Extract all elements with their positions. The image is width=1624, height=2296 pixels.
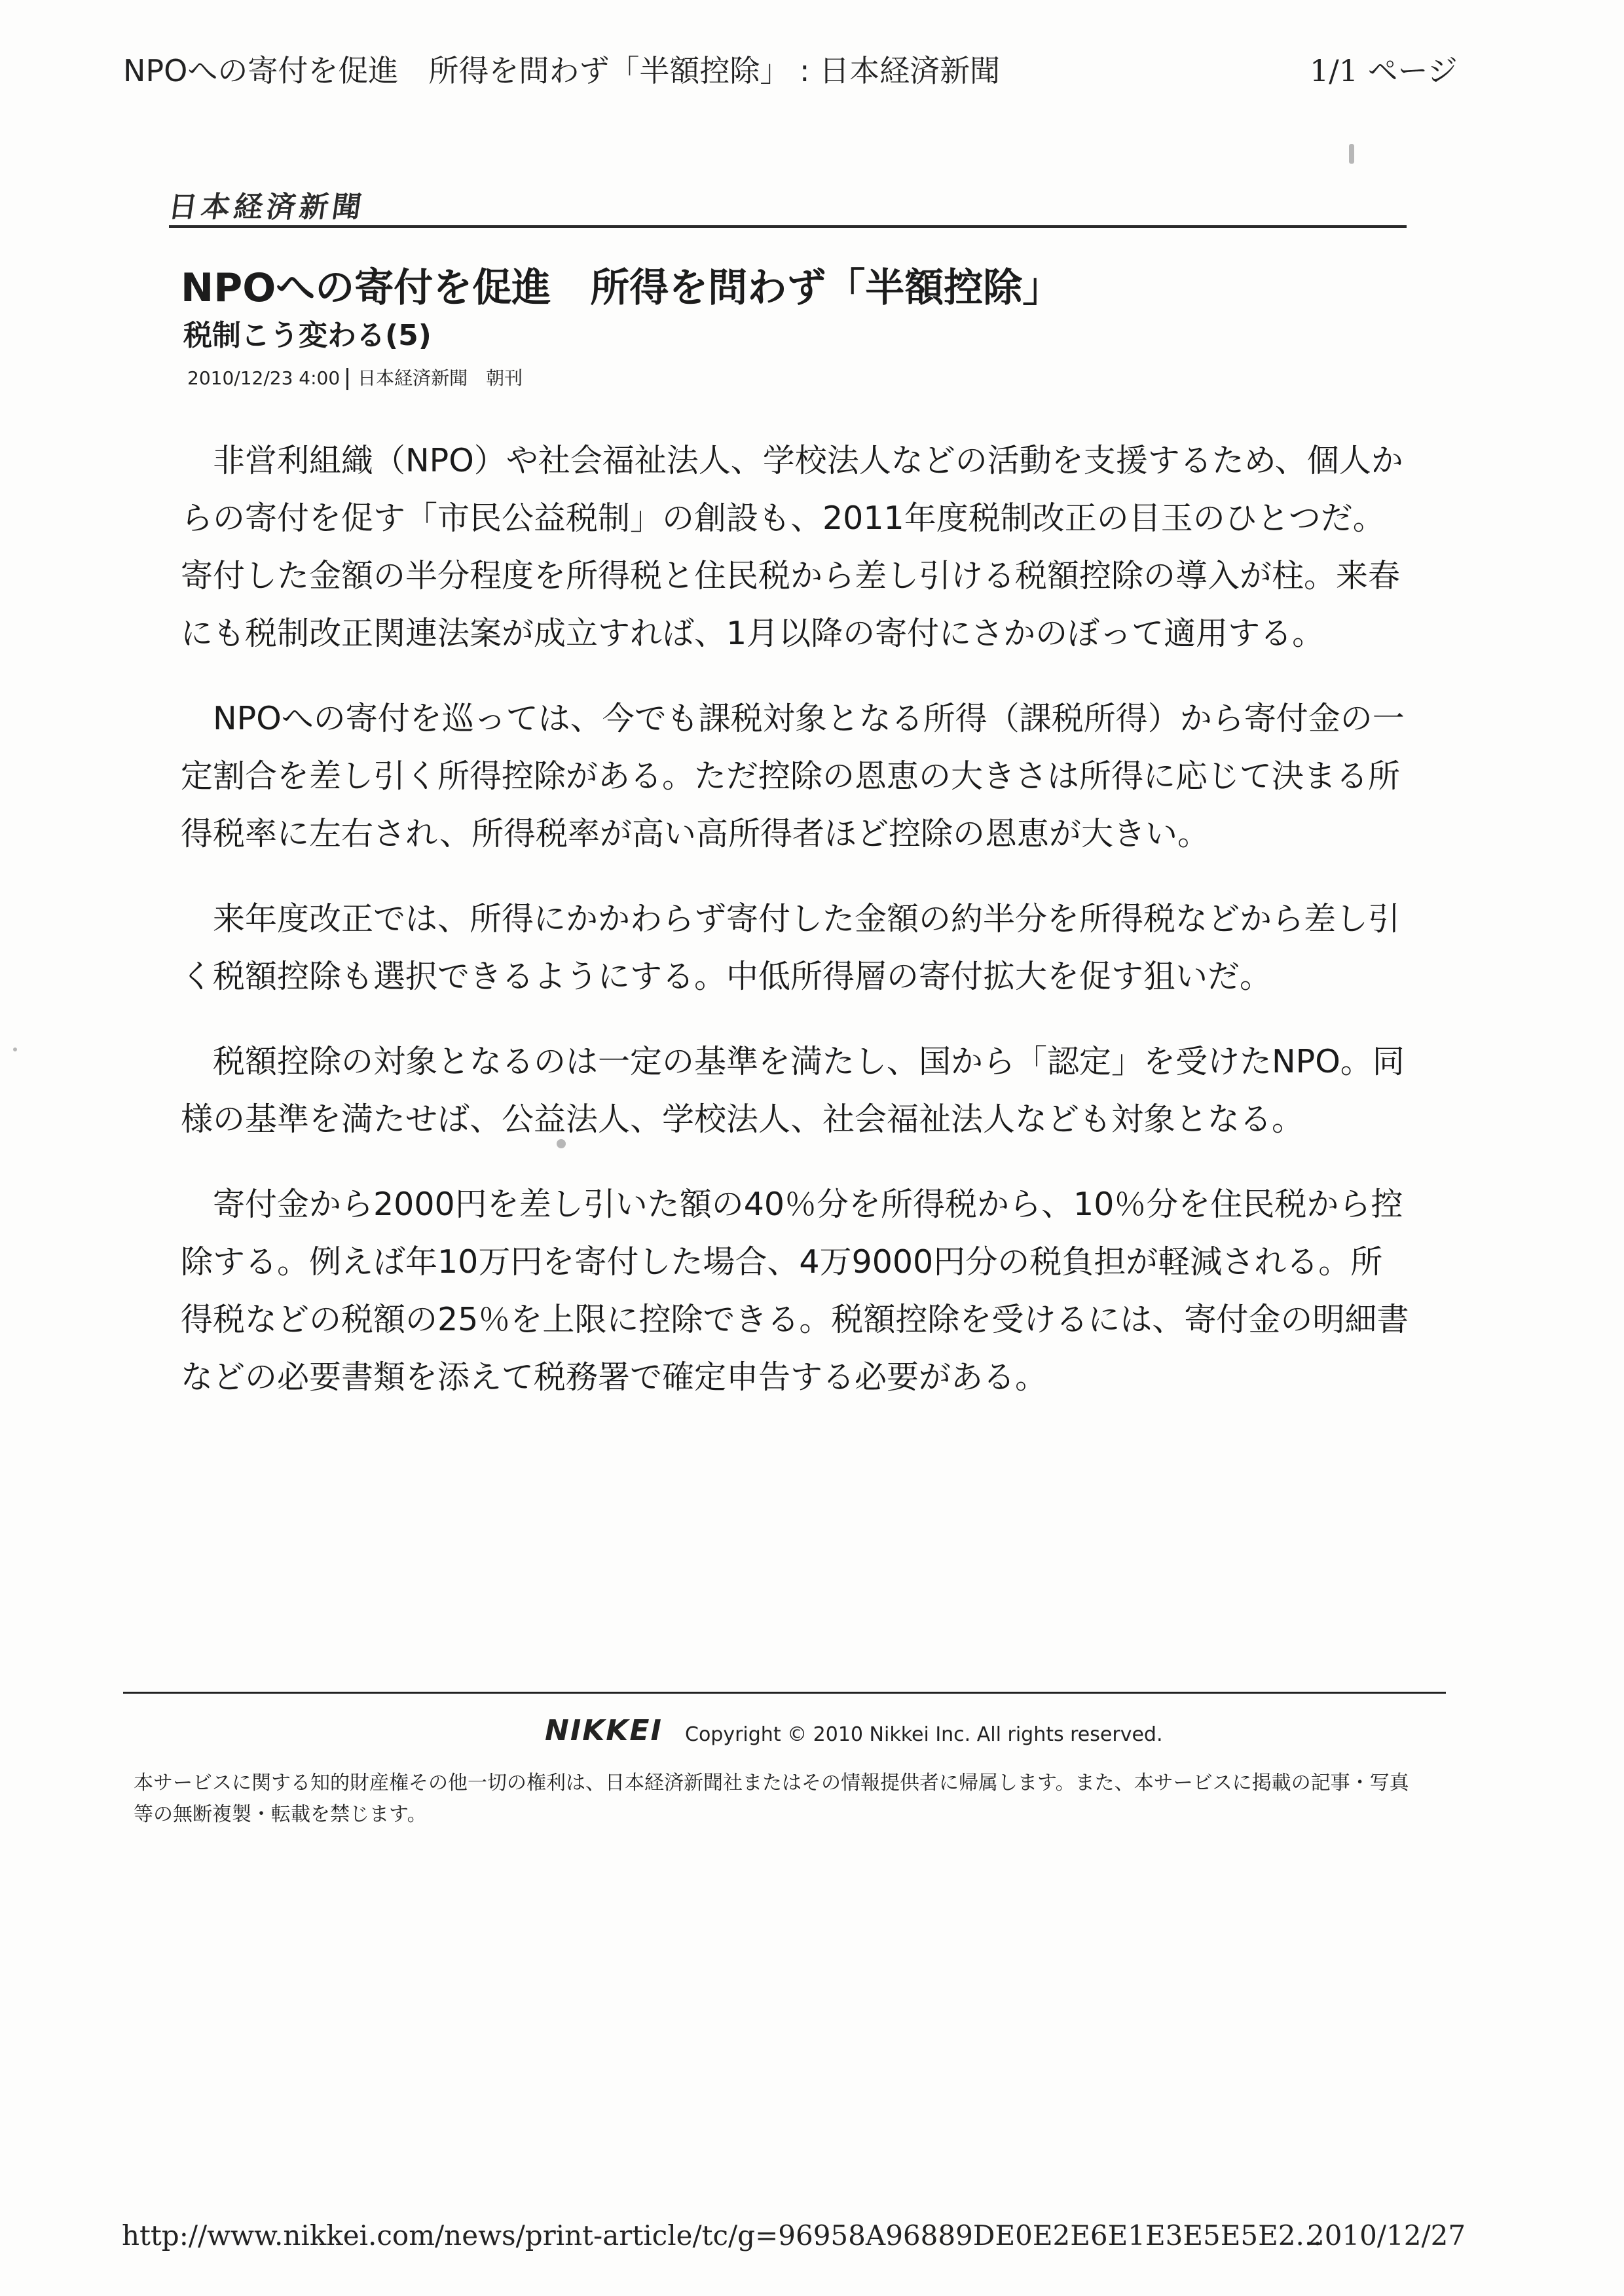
nikkei-masthead-logo: 日本経済新聞 [166, 191, 367, 224]
article-paragraph: 非営利組織（NPO）や社会福祉法人、学校法人などの活動を支援するため、個人からの寄付を促す「市民公益税制」の創設も、2011年度税制改正の目玉のひとつだ。寄付した金額の半分程度を所得税と住民税から差し引ける税額控除の導入が柱。来春にも税制改正関連法案が成立すれば、1月以降の寄付にさかのぼって適用する。 [181, 442, 1403, 652]
article-subhead: 税制こう変わる(5) [183, 319, 432, 352]
article-dateline [187, 364, 523, 390]
masthead-divider [169, 225, 1407, 228]
article-headline: NPOへの寄付を促進 所得を問わず「半額控除」 [181, 265, 1062, 311]
article-paragraph: 税額控除の対象となるのは一定の基準を満たし、国から「認定」を受けたNPO。同様の基準を満たせば、公益法人、学校法人、社会福祉法人なども対象となる。 [181, 1043, 1405, 1138]
rights-notice: 本サービスに関する知的財産権その他一切の権利は、日本経済新聞社またはその情報提供者に帰属します。また、本サービスに掲載の記事・写真等の無断複製・転載を禁じます。 [134, 1772, 1409, 1826]
article-source: 日本経済新聞 朝刊 [358, 367, 523, 389]
article-paragraph: 寄付金から2000円を差し引いた額の40％分を所得税から、10％分を住民税から控除する。例えば年10万円を寄付した場合、4万9000円分の税負担が軽減される。所得税などの税額の25％を上限に控除できる。税額控除を受けるには、寄付金の明細書などの必要書類を添えて税務署で確定申告する必要がある。 [181, 1186, 1409, 1396]
scan-speck [13, 1048, 17, 1051]
article-date: 2010/12/23 4:00 [187, 367, 341, 389]
print-footer-url: http://www.nikkei.com/news/print-article/tc/g=96958A96889DE0E2E6E1E3E5E5E2... [122, 2219, 1322, 2251]
scan-speck [1349, 144, 1354, 164]
scan-speck [557, 1139, 566, 1148]
print-header-title: NPOへの寄付を促進 所得を問わず「半額控除」 : 日本経済新聞 [123, 53, 1001, 88]
print-header-page-number: 1/1 ページ [1310, 53, 1458, 88]
article-paragraph: NPOへの寄付を巡っては、今でも課税対象となる所得（課税所得）から寄付金の一定割合を差し引く所得控除がある。ただ控除の恩恵の大きさは所得に応じて決まる所得税率に左右され、所得税率が高い高所得者ほど控除の恩恵が大きい。 [181, 700, 1405, 852]
print-footer-date: 2010/12/27 [1307, 2219, 1466, 2251]
footer-divider [123, 1692, 1446, 1694]
article-paragraph: 来年度改正では、所得にかかわらず寄付した金額の約半分を所得税などから差し引く税額控除も選択できるようにする。中低所得層の寄付拡大を促す狙いだ。 [181, 900, 1401, 995]
nikkei-footer-logo: NIKKEI [545, 1714, 663, 1747]
article-body [181, 432, 1412, 1434]
copyright-text: Copyright © 2010 Nikkei Inc. All rights reserved. [685, 1723, 1163, 1746]
dateline-separator [346, 368, 348, 390]
